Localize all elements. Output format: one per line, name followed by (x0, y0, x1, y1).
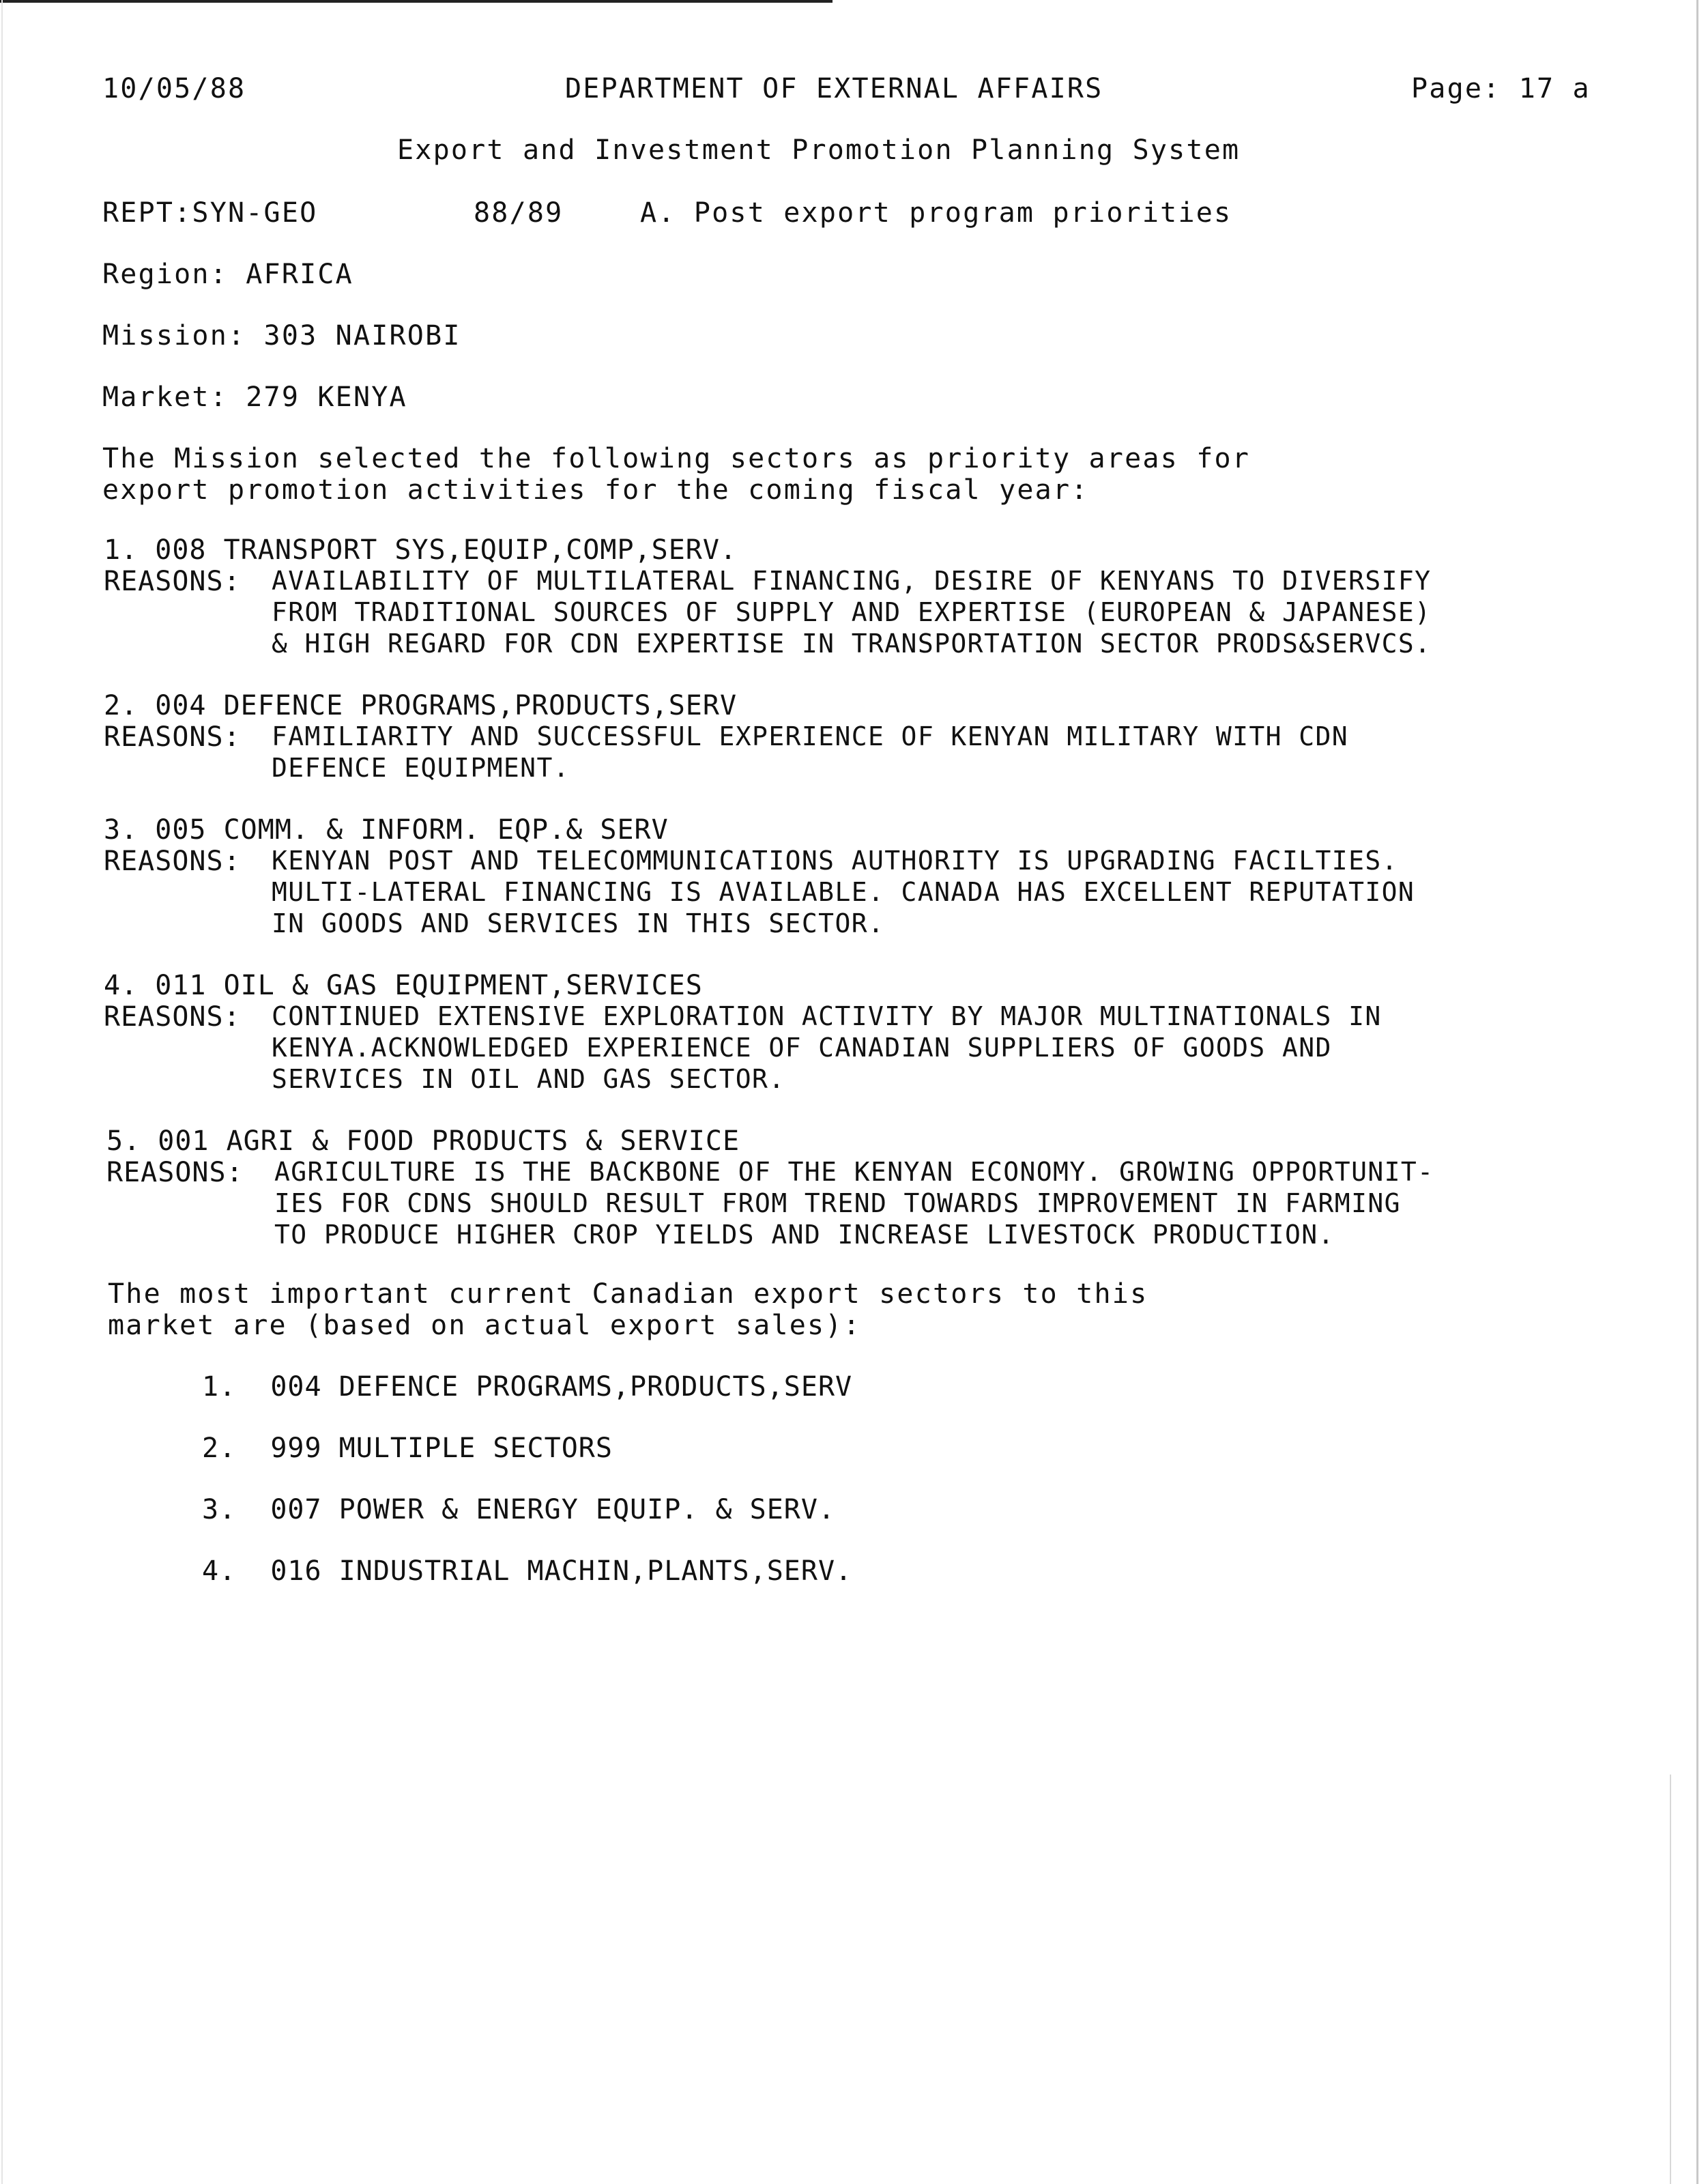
priority-heading-3: 3. 005 COMM. & INFORM. EQP.& SERV (104, 814, 669, 846)
priority-reason-1-line-1: AVAILABILITY OF MULTILATERAL FINANCING, DESIRE OF KENYANS TO DIVERSIFY (272, 566, 1432, 596)
priority-heading-1: 1. 008 TRANSPORT SYS,EQUIP,COMP,SERV. (104, 534, 738, 566)
current-sector-item-2: 2. 999 MULTIPLE SECTORS (202, 1433, 613, 1464)
priority-reason-3-line-1: KENYAN POST AND TELECOMMUNICATIONS AUTHORITY IS UPGRADING FACILTIES. (272, 846, 1398, 876)
priority-reason-1-line-2: FROM TRADITIONAL SOURCES OF SUPPLY AND EXPERTISE (EUROPEAN & JAPANESE) (272, 597, 1432, 627)
market-line: Market: 279 KENYA (102, 382, 407, 413)
priority-reason-2-line-2: DEFENCE EQUIPMENT. (272, 753, 570, 783)
priority-reason-3-line-2: MULTI-LATERAL FINANCING IS AVAILABLE. CANADA HAS EXCELLENT REPUTATION (272, 877, 1415, 907)
current-intro-line-2: market are (based on actual export sales): (108, 1310, 861, 1341)
department-name: DEPARTMENT OF EXTERNAL AFFAIRS (565, 73, 1103, 104)
current-intro-line-1: The most important current Canadian export sectors to this (108, 1278, 1148, 1310)
current-sector-item-1: 1. 004 DEFENCE PROGRAMS,PRODUCTS,SERV (202, 1371, 853, 1403)
top-border-line (0, 0, 833, 3)
priority-heading-5: 5. 001 AGRI & FOOD PRODUCTS & SERVICE (106, 1125, 740, 1157)
report-date: 10/05/88 (102, 73, 246, 104)
region-line: Region: AFRICA (102, 259, 353, 290)
priority-reason-5-line-2: IES FOR CDNS SHOULD RESULT FROM TREND TOWARDS IMPROVEMENT IN FARMING (274, 1188, 1401, 1218)
intro-line-1: The Mission selected the following sectors as priority areas for (102, 443, 1251, 474)
priority-reason-3-line-3: IN GOODS AND SERVICES IN THIS SECTOR. (272, 908, 885, 938)
priority-reason-label-1: REASONS: (104, 566, 241, 597)
priority-reason-1-line-3: & HIGH REGARD FOR CDN EXPERTISE IN TRANSPORTATION SECTOR PRODS&SERVCS. (272, 629, 1432, 659)
current-sector-item-3: 3. 007 POWER & ENERGY EQUIP. & SERV. (202, 1494, 836, 1525)
priority-reason-5-line-3: TO PRODUCE HIGHER CROP YIELDS AND INCREASE LIVESTOCK PRODUCTION. (274, 1220, 1335, 1250)
right-scan-edge (1696, 0, 1698, 2184)
priority-reason-label-3: REASONS: (104, 846, 241, 877)
priority-heading-4: 4. 011 OIL & GAS EQUIPMENT,SERVICES (104, 970, 703, 1001)
priority-reason-4-line-2: KENYA.ACKNOWLEDGED EXPERIENCE OF CANADIAN SUPPLIERS OF GOODS AND (272, 1033, 1332, 1063)
priority-reason-4-line-1: CONTINUED EXTENSIVE EXPLORATION ACTIVITY BY MAJOR MULTINATIONALS IN (272, 1001, 1382, 1031)
priority-reason-4-line-3: SERVICES IN OIL AND GAS SECTOR. (272, 1064, 785, 1094)
report-title: A. Post export program priorities (640, 197, 1232, 229)
priority-reason-label-5: REASONS: (106, 1157, 244, 1188)
mission-line: Mission: 303 NAIROBI (102, 320, 461, 351)
left-scan-edge (1, 0, 3, 2184)
system-title: Export and Investment Promotion Planning System (397, 134, 1241, 166)
fiscal-year: 88/89 (474, 197, 564, 229)
priority-reason-label-4: REASONS: (104, 1001, 241, 1033)
intro-line-2: export promotion activities for the coming fiscal year: (102, 474, 1089, 506)
priority-reason-5-line-1: AGRICULTURE IS THE BACKBONE OF THE KENYAN ECONOMY. GROWING OPPORTUNIT- (274, 1157, 1434, 1187)
priority-reason-2-line-1: FAMILIARITY AND SUCCESSFUL EXPERIENCE OF KENYAN MILITARY WITH CDN (272, 721, 1349, 751)
right-scan-edge-inner (1670, 1774, 1671, 2184)
priority-reason-label-2: REASONS: (104, 721, 241, 753)
page-number: Page: 17 a (1411, 73, 1591, 104)
report-code: REPT:SYN-GEO (102, 197, 318, 229)
current-sector-item-4: 4. 016 INDUSTRIAL MACHIN,PLANTS,SERV. (202, 1555, 853, 1587)
priority-heading-2: 2. 004 DEFENCE PROGRAMS,PRODUCTS,SERV (104, 690, 738, 721)
